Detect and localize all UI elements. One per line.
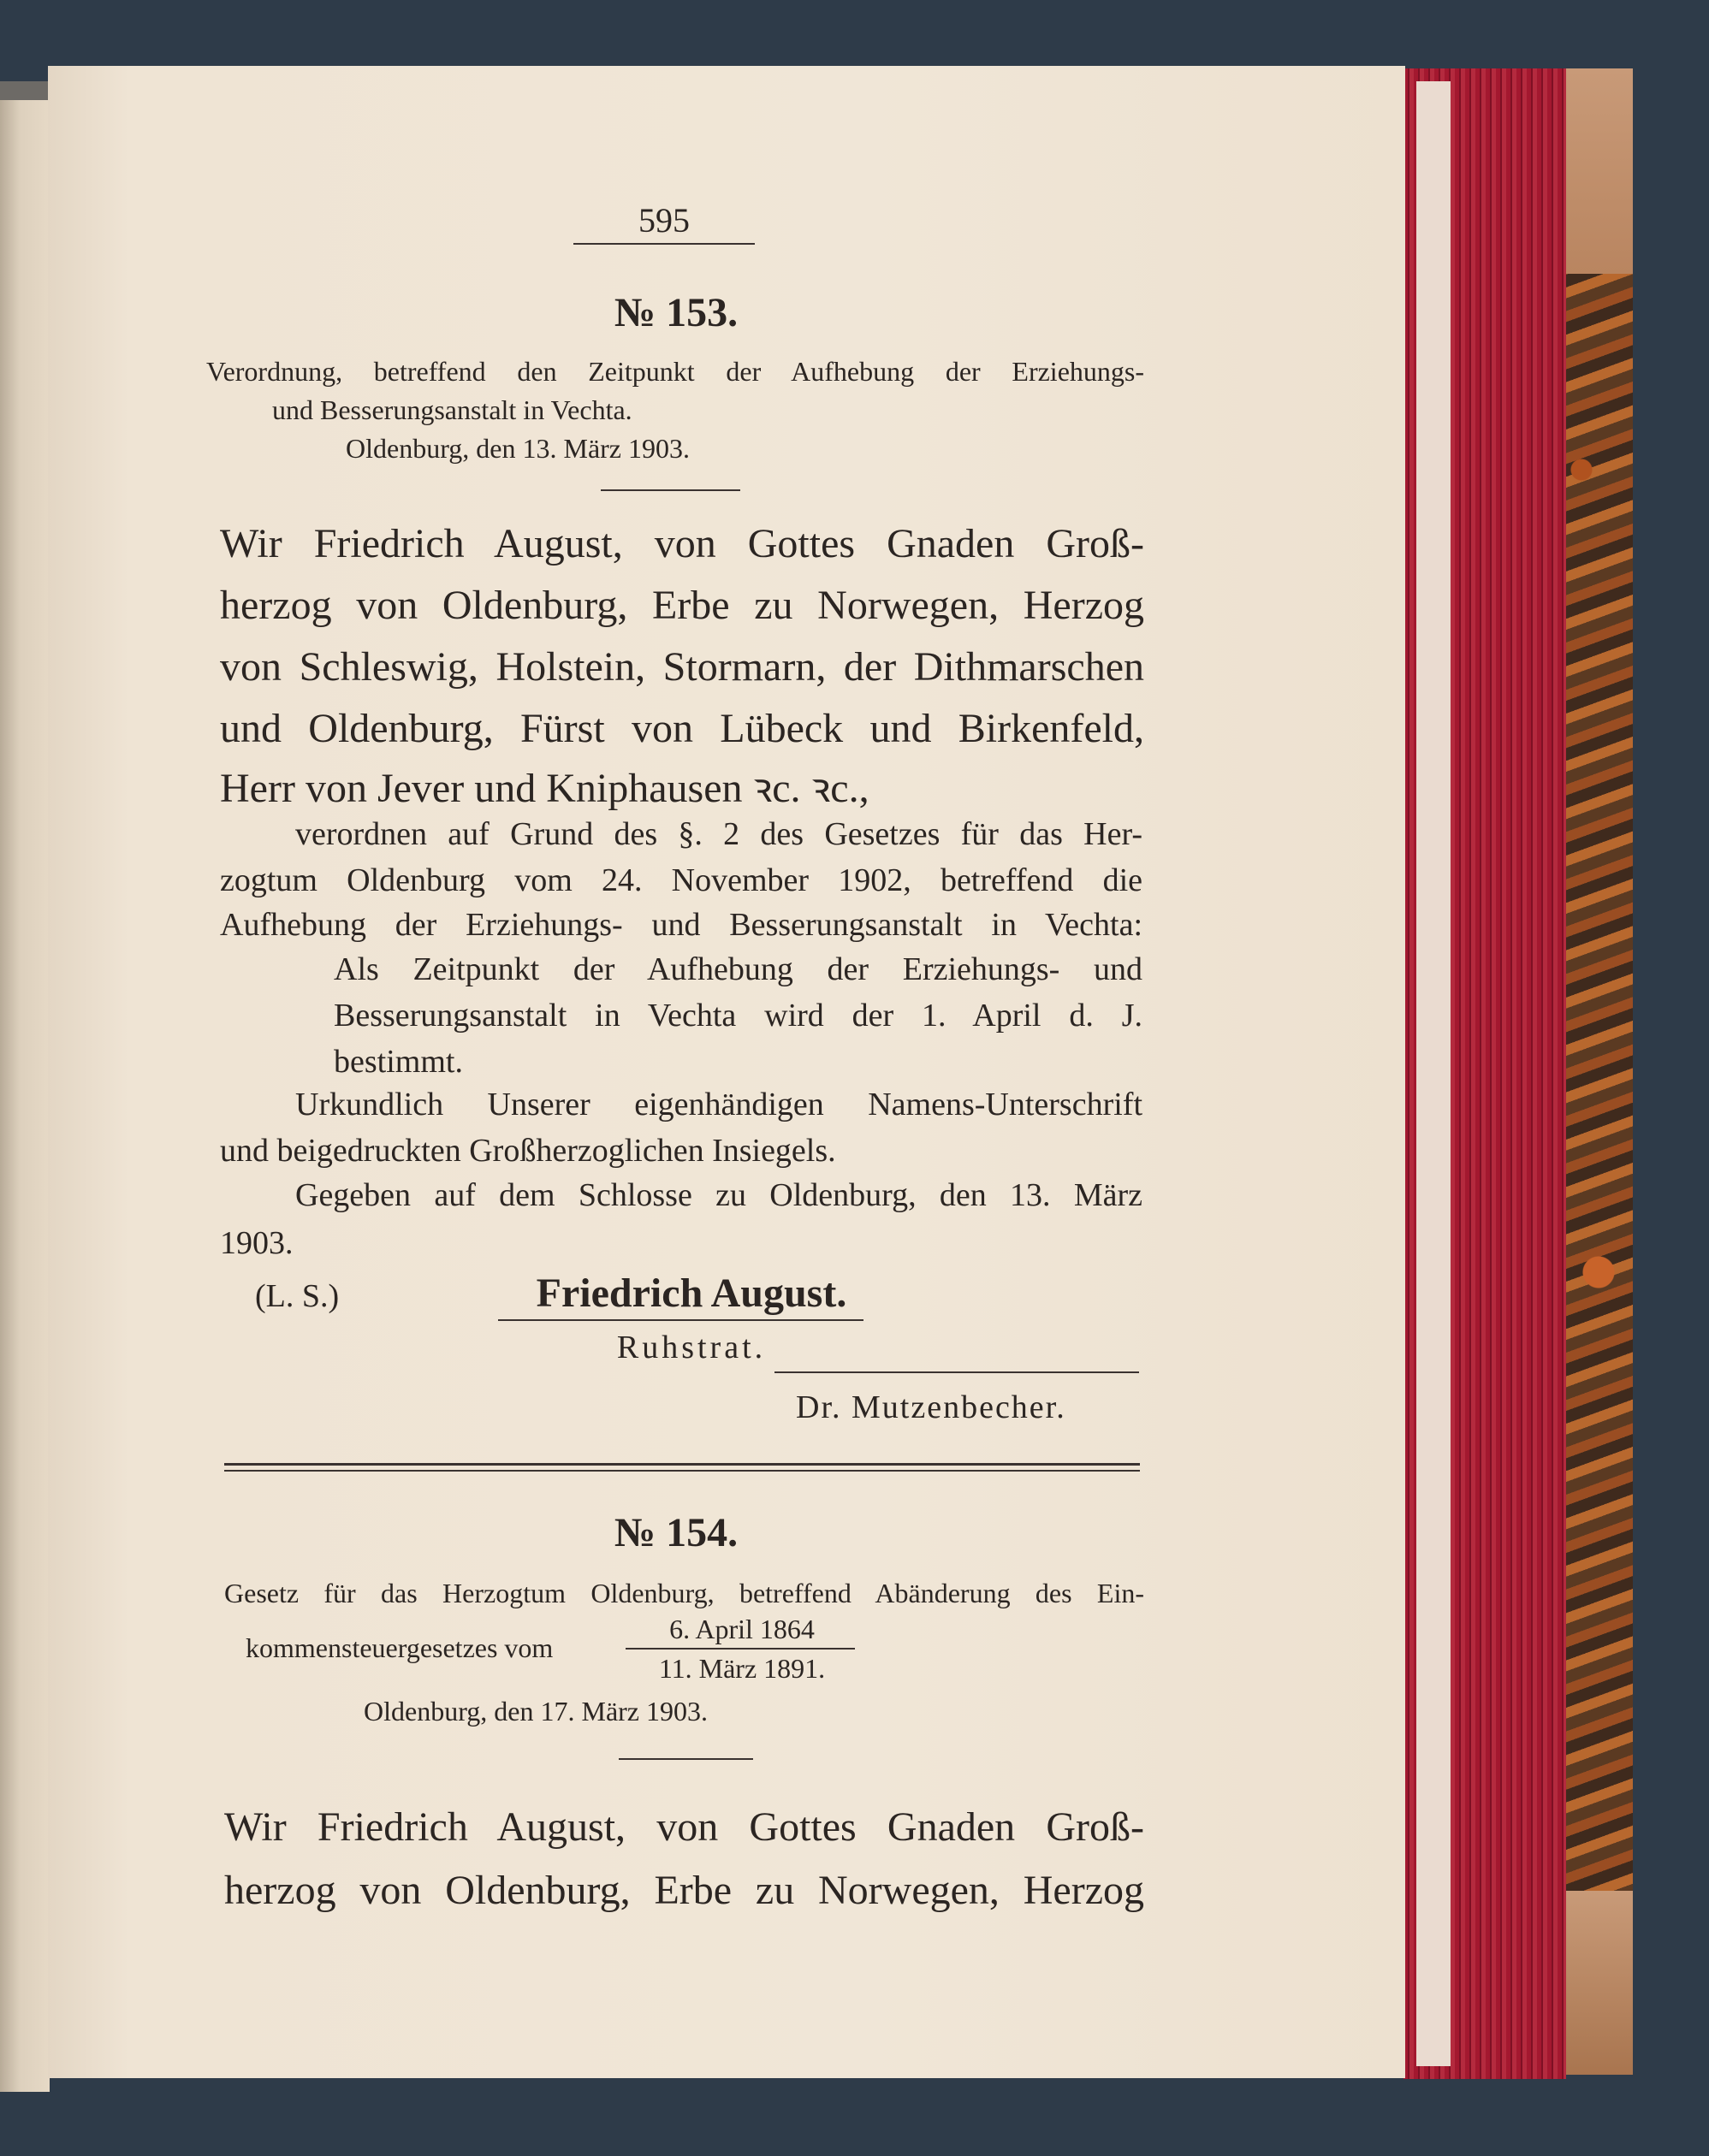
body-line: 1903. — [220, 1225, 294, 1261]
decree-153-place-date: Oldenburg, den 13. März 1903. — [346, 433, 690, 464]
body-line: Gegeben auf dem Schlosse zu Oldenburg, den 13. März — [295, 1177, 1142, 1213]
body-line: Besserungsanstalt in Vechta wird der 1. April d. J. — [334, 998, 1142, 1034]
decree-153-number: № 153. — [614, 290, 739, 335]
signature-rule — [498, 1319, 863, 1321]
decree-154-title-line: kommensteuergesetzes vom — [246, 1632, 554, 1663]
left-page-edge — [0, 81, 50, 2092]
preamble-line: und Oldenburg, Fürst von Lübeck und Birkenfeld, — [220, 706, 1144, 751]
left-page-top-edge — [0, 81, 51, 100]
body-line: zogtum Oldenburg vom 24. November 1902, betreffend die — [220, 862, 1142, 898]
decree-153-title-line: Verordnung, betreffend den Zeitpunkt der Aufhebung der Erziehungs- — [206, 356, 1144, 387]
page-edge-light — [1416, 81, 1451, 2066]
signature: Friedrich August. — [536, 1270, 847, 1316]
page-number-rule — [573, 243, 755, 245]
preamble-line: herzog von Oldenburg, Erbe zu Norwegen, Herzog — [220, 583, 1144, 628]
fraction-rule — [626, 1648, 855, 1650]
page-number: 595 — [638, 201, 690, 240]
decree-154-number: № 154. — [614, 1510, 739, 1555]
preamble-line: Wir Friedrich August, von Gottes Gnaden Groß- — [224, 1804, 1144, 1850]
section-rule — [619, 1758, 753, 1760]
body-line: Als Zeitpunkt der Aufhebung der Erziehungs- und — [334, 951, 1142, 987]
decree-separator-rule — [224, 1463, 1140, 1466]
fraction-bottom: 11. März 1891. — [658, 1653, 826, 1684]
section-rule — [601, 489, 740, 491]
decree-154-title-line: Gesetz für das Herzogtum Oldenburg, betreffend Abänderung des Ein- — [224, 1578, 1144, 1608]
preamble-line: von Schleswig, Holstein, Stormarn, der Dithmarschen — [220, 644, 1144, 690]
body-line: bestimmt. — [334, 1044, 463, 1080]
countersign-rule — [774, 1371, 1139, 1373]
decree-154-place-date: Oldenburg, den 17. März 1903. — [364, 1696, 708, 1727]
countersignature-mutzenbecher: Dr. Mutzenbecher. — [796, 1389, 1066, 1425]
fraction-top: 6. April 1864 — [669, 1614, 815, 1644]
body-line: und beigedruckten Großherzoglichen Insiegels. — [220, 1133, 836, 1169]
decree-separator-rule-2 — [224, 1470, 1140, 1472]
preamble-line: Wir Friedrich August, von Gottes Gnaden Groß- — [220, 521, 1144, 566]
countersignature-ruhstrat: Ruhstrat. — [616, 1330, 767, 1365]
decree-153-title-line: und Besserungsanstalt in Vechta. — [272, 394, 632, 425]
body-line: verordnen auf Grund des §. 2 des Gesetzes für das Her- — [295, 816, 1142, 852]
seal-mark: (L. S.) — [255, 1278, 340, 1314]
preamble-line: herzog von Oldenburg, Erbe zu Norwegen, Herzog — [224, 1868, 1144, 1913]
preamble-line: Herr von Jever und Kniphausen ꝛc. ꝛc., — [220, 766, 869, 811]
body-line: Aufhebung der Erziehungs- und Besserungsanstalt in Vechta: — [220, 907, 1142, 943]
body-line: Urkundlich Unserer eigenhändigen Namens-Unterschrift — [295, 1087, 1142, 1122]
